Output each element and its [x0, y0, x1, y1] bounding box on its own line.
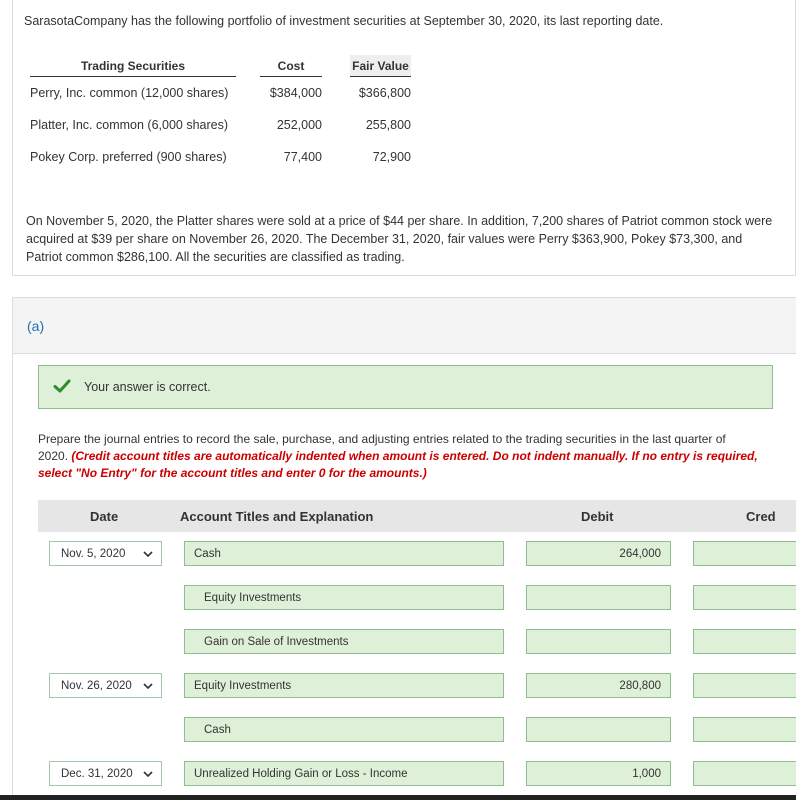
instructions — [38, 431, 758, 482]
credit-input[interactable] — [693, 761, 796, 786]
feedback-text: Your answer is correct. — [84, 380, 211, 394]
account-value: Gain on Sale of Investments — [204, 636, 349, 648]
part-a-header — [13, 298, 796, 354]
account-value: Equity Investments — [194, 680, 292, 692]
column-date: Date — [90, 509, 119, 524]
debit-input[interactable] — [526, 673, 671, 698]
credit-input[interactable] — [693, 673, 796, 698]
account-input[interactable] — [184, 629, 504, 654]
credit-input[interactable] — [693, 585, 796, 610]
securities-table-header — [30, 55, 411, 77]
table-row — [30, 109, 411, 141]
account-input[interactable] — [184, 673, 504, 698]
security-fair-value: 255,800 — [365, 118, 411, 132]
debit-input[interactable] — [526, 541, 671, 566]
date-value: Nov. 26, 2020 — [61, 680, 132, 692]
date-select[interactable] — [49, 541, 162, 566]
account-input[interactable] — [184, 761, 504, 786]
bottom-divider — [0, 795, 796, 800]
credit-input[interactable] — [693, 717, 796, 742]
account-value: Cash — [204, 724, 231, 736]
header-trading-securities: Trading Securities — [30, 55, 236, 77]
table-row — [30, 141, 411, 173]
debit-input[interactable] — [526, 585, 671, 610]
date-select[interactable] — [49, 673, 162, 698]
chevron-down-icon — [143, 769, 153, 779]
security-fair-value: $366,800 — [358, 86, 411, 100]
instruction-note: (Credit account titles are automatically indented when amount is entered. Do not indent manually. If no entry is required, select "No Entry" for the account titles and enter 0 for the amounts.) — [38, 449, 758, 480]
security-name: Pokey Corp. preferred (900 shares) — [30, 150, 227, 164]
security-name: Perry, Inc. common (12,000 shares) — [30, 86, 229, 100]
column-debit: Debit — [581, 509, 614, 524]
securities-table — [30, 55, 411, 173]
instruction-text: Prepare the journal entries to record the sale, purchase, and adjusting entries related to the trading securities in the last quarter of 2020. — [38, 432, 726, 463]
security-name: Platter, Inc. common (6,000 shares) — [30, 118, 229, 132]
debit-value: 280,800 — [619, 680, 661, 692]
account-input[interactable] — [184, 585, 504, 610]
credit-input[interactable] — [693, 629, 796, 654]
header-fair-value: Fair Value — [350, 55, 411, 77]
problem-intro: SarasotaCompany has the following portfolio of investment securities at September 30, 2020, its last reporting date. — [24, 14, 664, 28]
column-account: Account Titles and Explanation — [180, 509, 374, 524]
security-fair-value: 72,900 — [372, 150, 411, 164]
account-value: Unrealized Holding Gain or Loss - Income — [194, 768, 408, 780]
header-cost: Cost — [260, 55, 322, 77]
debit-input[interactable] — [526, 717, 671, 742]
checkmark-icon — [53, 377, 71, 395]
journal-table-header — [38, 500, 796, 532]
credit-input[interactable] — [693, 541, 796, 566]
chevron-down-icon — [143, 549, 153, 559]
security-cost: 77,400 — [283, 150, 322, 164]
debit-input[interactable] — [526, 629, 671, 654]
date-value: Dec. 31, 2020 — [61, 768, 133, 780]
debit-value: 264,000 — [619, 548, 661, 560]
column-credit: Cred — [746, 509, 776, 524]
problem-paragraph: On November 5, 2020, the Platter shares were sold at a price of $44 per share. In addition, 7,200 shares of Patriot common stock were acquired at $39 per share on November 26, 2020. The December 31, 2020, fair values were Perry $363,900, Pokey $73,300, and Patriot common $286,100. All the securities are classified as trading. — [26, 214, 773, 264]
account-value: Equity Investments — [204, 592, 302, 604]
part-label: (a) — [27, 318, 45, 334]
debit-value: 1,000 — [632, 768, 661, 780]
security-cost: $384,000 — [269, 86, 322, 100]
date-value: Nov. 5, 2020 — [61, 548, 126, 560]
debit-input[interactable] — [526, 761, 671, 786]
account-input[interactable] — [184, 541, 504, 566]
account-input[interactable] — [184, 717, 504, 742]
account-value: Cash — [194, 548, 221, 560]
date-select[interactable] — [49, 761, 162, 786]
feedback-banner — [38, 365, 773, 409]
table-row — [30, 77, 411, 110]
security-cost: 252,000 — [276, 118, 322, 132]
chevron-down-icon — [143, 681, 153, 691]
